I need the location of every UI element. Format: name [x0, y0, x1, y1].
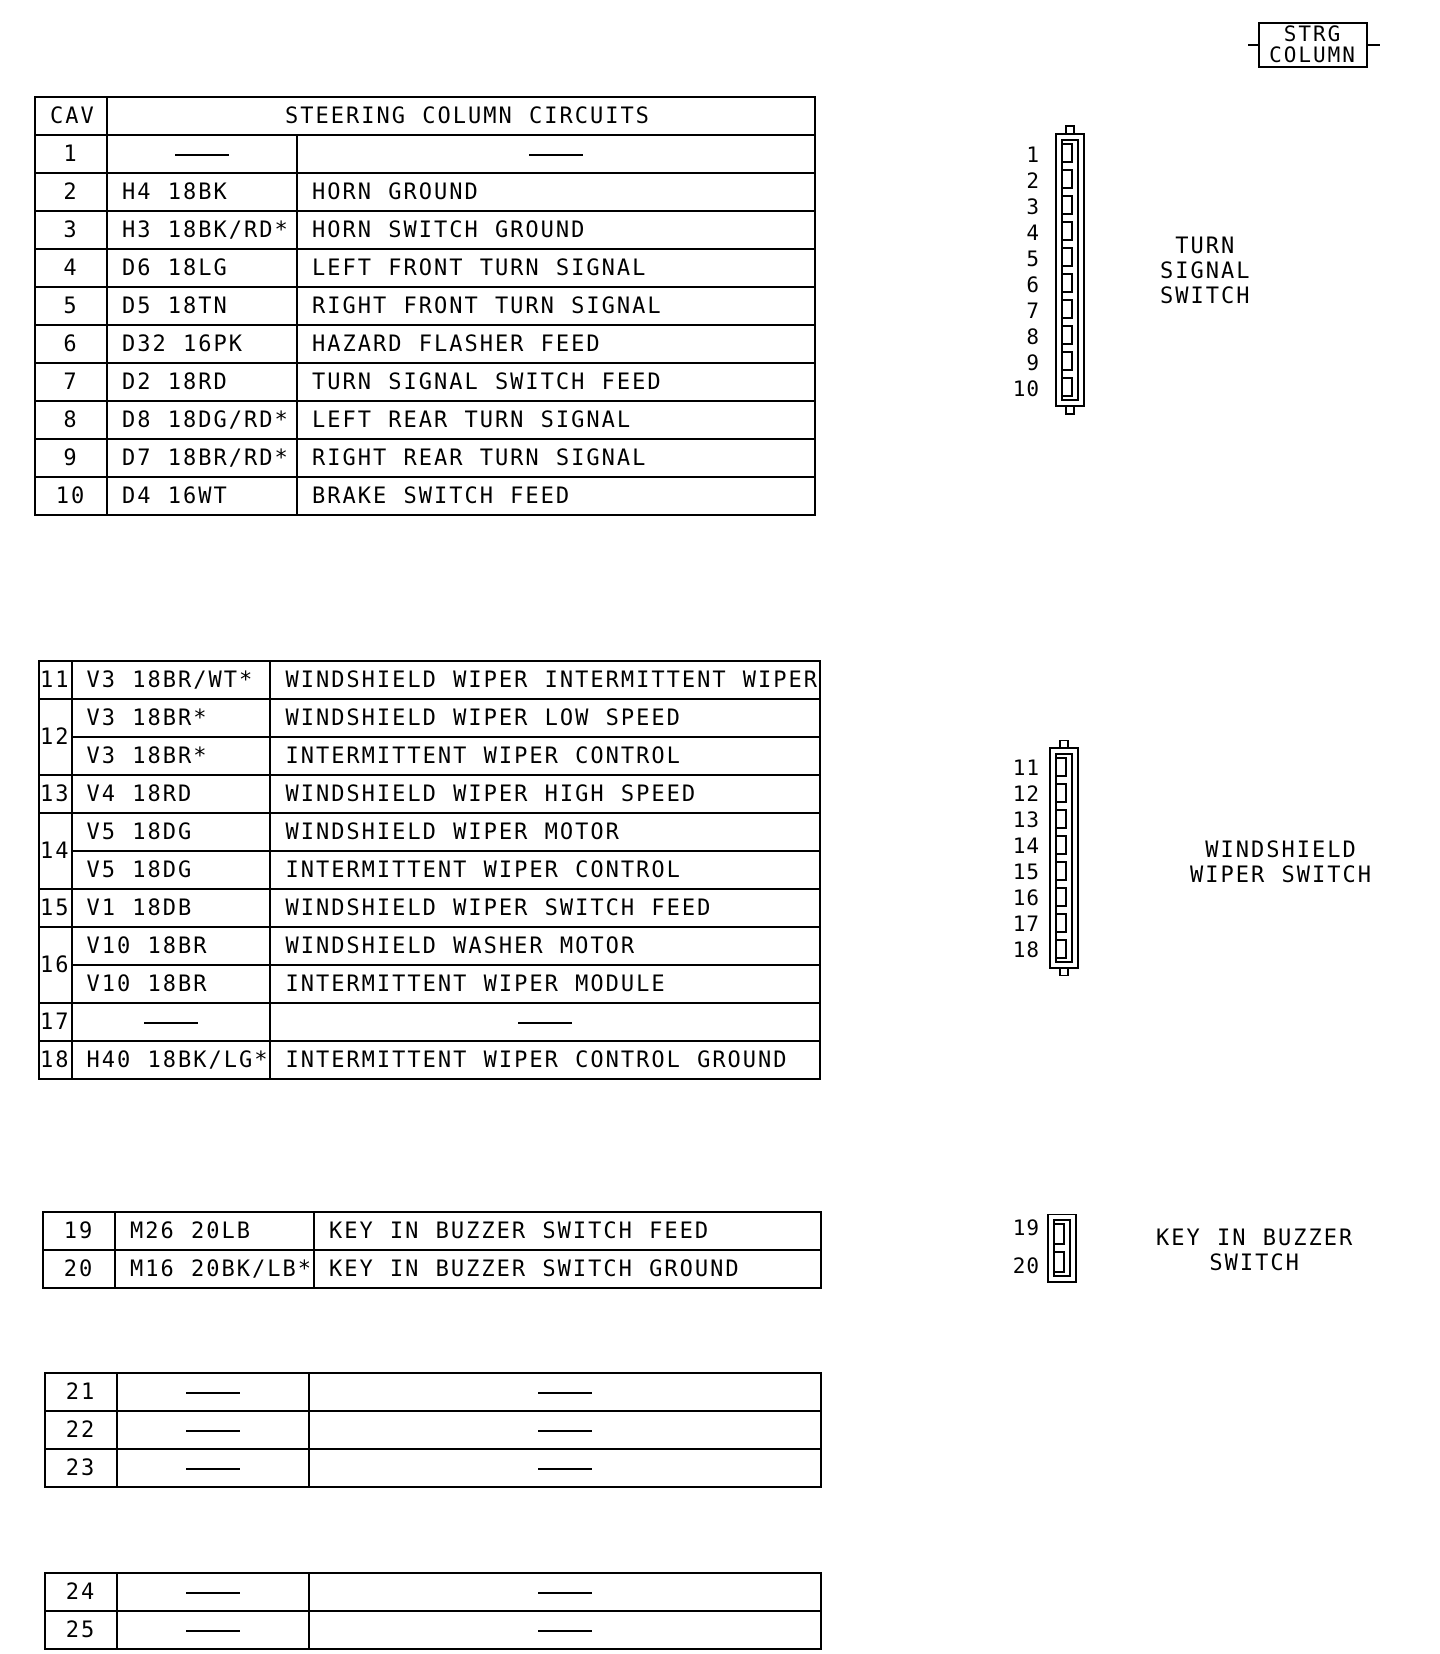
buzzer-switch-label: KEY IN BUZZER SWITCH — [1156, 1226, 1355, 1276]
cav-cell: 3 — [35, 211, 107, 249]
cav-cell: 9 — [35, 439, 107, 477]
wire-cell: V10 18BR — [72, 927, 271, 965]
pin-number: 14 — [1012, 834, 1040, 858]
circuit-cell — [309, 1411, 821, 1449]
circuit-cell: HORN GROUND — [297, 173, 815, 211]
cav-cell: 23 — [45, 1449, 117, 1487]
cav-cell: 11 — [39, 661, 72, 699]
strg-column-line1: STRG — [1283, 22, 1343, 46]
table-row — [43, 1212, 821, 1250]
circuit-cell: INTERMITTENT WIPER CONTROL — [270, 851, 820, 889]
empty-dash — [529, 154, 583, 156]
cav-cell: 21 — [45, 1373, 117, 1411]
cav-cell: 7 — [35, 363, 107, 401]
connector-cavity — [1062, 300, 1072, 318]
pin-number: 2 — [1026, 169, 1040, 193]
wire-cell — [107, 135, 297, 173]
connector-cavity — [1056, 810, 1066, 828]
circuit-cell: BRAKE SWITCH FEED — [297, 477, 815, 515]
cav-cell: 2 — [35, 173, 107, 211]
pin-number: 7 — [1026, 299, 1040, 323]
table-row — [39, 661, 820, 699]
cav-cell: 5 — [35, 287, 107, 325]
wire-cell: M16 20BK/LB* — [115, 1250, 314, 1288]
connector-cavity — [1062, 170, 1072, 188]
strg-column-line2: COLUMN — [1269, 43, 1357, 67]
circuit-cell: INTERMITTENT WIPER MODULE — [270, 965, 820, 1003]
empty-dash — [538, 1630, 592, 1632]
circuit-cell: INTERMITTENT WIPER CONTROL — [270, 737, 820, 775]
wire-cell — [117, 1373, 309, 1411]
table-row — [35, 287, 815, 325]
connector-cavity — [1056, 940, 1066, 958]
table-row — [45, 1373, 821, 1411]
buzzer-pin-numbers — [1004, 1215, 1040, 1291]
cav-cell: 1 — [35, 135, 107, 173]
connector-cavity — [1056, 784, 1066, 802]
connector-cavity — [1056, 888, 1066, 906]
circuit-cell: HORN SWITCH GROUND — [297, 211, 815, 249]
connector-cavity — [1062, 326, 1072, 344]
cav-cell: 8 — [35, 401, 107, 439]
circuit-cell: WINDSHIELD WIPER HIGH SPEED — [270, 775, 820, 813]
connector-cavity — [1056, 758, 1066, 776]
wire-cell: V3 18BR* — [72, 699, 271, 737]
circuit-cell: TURN SIGNAL SWITCH FEED — [297, 363, 815, 401]
circuit-cell: WINDSHIELD WIPER SWITCH FEED — [270, 889, 820, 927]
table-row — [39, 965, 820, 1003]
table-row — [39, 889, 820, 927]
connector-cavity — [1056, 836, 1066, 854]
pin-number: 18 — [1012, 938, 1040, 962]
table-row — [39, 737, 820, 775]
empty-dash — [186, 1430, 240, 1432]
pin-number: 12 — [1012, 782, 1040, 806]
table-row — [43, 1250, 821, 1288]
table-row — [35, 249, 815, 287]
circuit-cell: WINDSHIELD WIPER MOTOR — [270, 813, 820, 851]
empty-dash — [175, 154, 229, 156]
circuit-cell: KEY IN BUZZER SWITCH GROUND — [314, 1250, 821, 1288]
pin-number: 20 — [1012, 1254, 1040, 1278]
strg-column-tick-right — [1368, 44, 1380, 46]
turn-signal-connector-icon — [1048, 124, 1094, 424]
connector-cavity — [1062, 196, 1072, 214]
wiper-pin-numbers — [1004, 755, 1040, 963]
connector-cavity — [1054, 1252, 1064, 1272]
cav-cell: 25 — [45, 1611, 117, 1649]
table-row — [35, 439, 815, 477]
wire-cell — [117, 1449, 309, 1487]
table-row — [39, 1041, 820, 1079]
cav-cell: 22 — [45, 1411, 117, 1449]
circuit-cell: WINDSHIELD WIPER LOW SPEED — [270, 699, 820, 737]
circuit-cell — [309, 1373, 821, 1411]
wire-cell — [117, 1411, 309, 1449]
cav-cell: 16 — [39, 927, 72, 1003]
connector-cavity — [1054, 1224, 1064, 1244]
wire-cell: V4 18RD — [72, 775, 271, 813]
circuit-cell — [309, 1611, 821, 1649]
pin-number: 11 — [1012, 756, 1040, 780]
wire-cell: V10 18BR — [72, 965, 271, 1003]
circuit-cell — [297, 135, 815, 173]
connector-cavity — [1056, 862, 1066, 880]
cav-cell: 18 — [39, 1041, 72, 1079]
pin-number: 10 — [1012, 377, 1040, 401]
empty-dash — [144, 1022, 198, 1024]
wire-cell: D5 18TN — [107, 287, 297, 325]
pin-number: 16 — [1012, 886, 1040, 910]
table-row — [35, 363, 815, 401]
wire-cell: V3 18BR* — [72, 737, 271, 775]
empty-dash — [538, 1430, 592, 1432]
strg-column-box — [1258, 22, 1368, 68]
pin-number: 1 — [1026, 143, 1040, 167]
connector-cavity — [1062, 274, 1072, 292]
connector-cavity — [1056, 914, 1066, 932]
empty-dash — [186, 1592, 240, 1594]
wire-cell: D32 16PK — [107, 325, 297, 363]
wire-cell: V5 18DG — [72, 851, 271, 889]
circuit-cell: RIGHT REAR TURN SIGNAL — [297, 439, 815, 477]
empty-dash — [538, 1468, 592, 1470]
circuit-cell: HAZARD FLASHER FEED — [297, 325, 815, 363]
pin-number: 6 — [1026, 273, 1040, 297]
pin-number: 17 — [1012, 912, 1040, 936]
connector-cavity — [1062, 144, 1072, 162]
table-row — [39, 851, 820, 889]
table-row — [35, 173, 815, 211]
wire-cell: V3 18BR/WT* — [72, 661, 271, 699]
table-row — [45, 1449, 821, 1487]
circuit-cell: LEFT FRONT TURN SIGNAL — [297, 249, 815, 287]
circuit-cell: WINDSHIELD WASHER MOTOR — [270, 927, 820, 965]
table-row — [39, 699, 820, 737]
empty-dash — [538, 1392, 592, 1394]
empty-dash — [538, 1592, 592, 1594]
wire-cell: D2 18RD — [107, 363, 297, 401]
wire-cell: H4 18BK — [107, 173, 297, 211]
pin-number: 19 — [1012, 1216, 1040, 1240]
spare-circuits-table-a — [44, 1372, 822, 1488]
table-row — [45, 1411, 821, 1449]
wire-cell: D4 16WT — [107, 477, 297, 515]
connector-cavity — [1062, 248, 1072, 266]
table-row — [35, 477, 815, 515]
cav-cell: 17 — [39, 1003, 72, 1041]
spare-circuits-table-b — [44, 1572, 822, 1650]
table-row — [39, 813, 820, 851]
pin-number: 9 — [1026, 351, 1040, 375]
table-row — [35, 211, 815, 249]
table-row — [39, 1003, 820, 1041]
wire-cell: D6 18LG — [107, 249, 297, 287]
cav-cell: 12 — [39, 699, 72, 775]
buzzer-circuits-table — [42, 1211, 822, 1289]
cav-cell: 4 — [35, 249, 107, 287]
empty-dash — [518, 1022, 572, 1024]
circuit-cell: RIGHT FRONT TURN SIGNAL — [297, 287, 815, 325]
connector-cavity — [1062, 378, 1072, 396]
cav-cell: 6 — [35, 325, 107, 363]
table-row — [45, 1573, 821, 1611]
empty-dash — [186, 1630, 240, 1632]
table-row — [35, 401, 815, 439]
turn-signal-switch-label: TURN SIGNAL SWITCH — [1160, 234, 1252, 309]
table-row — [35, 135, 815, 173]
cav-cell: 10 — [35, 477, 107, 515]
table-row — [45, 1611, 821, 1649]
pin-number: 5 — [1026, 247, 1040, 271]
circuit-cell: LEFT REAR TURN SIGNAL — [297, 401, 815, 439]
empty-dash — [186, 1392, 240, 1394]
pin-number: 15 — [1012, 860, 1040, 884]
wire-cell: H40 18BK/LG* — [72, 1041, 271, 1079]
wire-cell: D7 18BR/RD* — [107, 439, 297, 477]
connector-cavity — [1062, 222, 1072, 240]
circuit-cell: KEY IN BUZZER SWITCH FEED — [314, 1212, 821, 1250]
wire-cell: V1 18DB — [72, 889, 271, 927]
wire-cell: M26 20LB — [115, 1212, 314, 1250]
pin-number: 8 — [1026, 325, 1040, 349]
wiper-circuits-table — [38, 660, 821, 1080]
circuit-cell — [309, 1573, 821, 1611]
steering-column-circuits-table — [34, 96, 816, 516]
table-row — [39, 775, 820, 813]
wire-cell — [117, 1611, 309, 1649]
wire-cell: H3 18BK/RD* — [107, 211, 297, 249]
circuit-cell: INTERMITTENT WIPER CONTROL GROUND — [270, 1041, 820, 1079]
wire-cell: V5 18DG — [72, 813, 271, 851]
pin-number: 13 — [1012, 808, 1040, 832]
cav-header: CAV — [35, 97, 107, 135]
connector-cavity — [1062, 352, 1072, 370]
cav-cell: 15 — [39, 889, 72, 927]
buzzer-switch-connector-icon — [1040, 1214, 1086, 1286]
empty-dash — [186, 1468, 240, 1470]
circuit-cell — [270, 1003, 820, 1041]
table-row — [35, 325, 815, 363]
wiper-switch-connector-icon — [1042, 740, 1088, 976]
cav-cell: 24 — [45, 1573, 117, 1611]
strg-column-tick-left — [1248, 44, 1258, 46]
wire-cell — [72, 1003, 271, 1041]
circuit-cell — [309, 1449, 821, 1487]
cav-cell: 20 — [43, 1250, 115, 1288]
table-title: STEERING COLUMN CIRCUITS — [107, 97, 815, 135]
pin-number: 3 — [1026, 195, 1040, 219]
pin-number: 4 — [1026, 221, 1040, 245]
table-row — [39, 927, 820, 965]
cav-cell: 13 — [39, 775, 72, 813]
wiper-switch-label: WINDSHIELD WIPER SWITCH — [1190, 838, 1373, 888]
cav-cell: 14 — [39, 813, 72, 889]
wire-cell: D8 18DG/RD* — [107, 401, 297, 439]
wire-cell — [117, 1573, 309, 1611]
turn-signal-pin-numbers — [1010, 142, 1040, 402]
circuit-cell: WINDSHIELD WIPER INTERMITTENT WIPER — [270, 661, 820, 699]
cav-cell: 19 — [43, 1212, 115, 1250]
